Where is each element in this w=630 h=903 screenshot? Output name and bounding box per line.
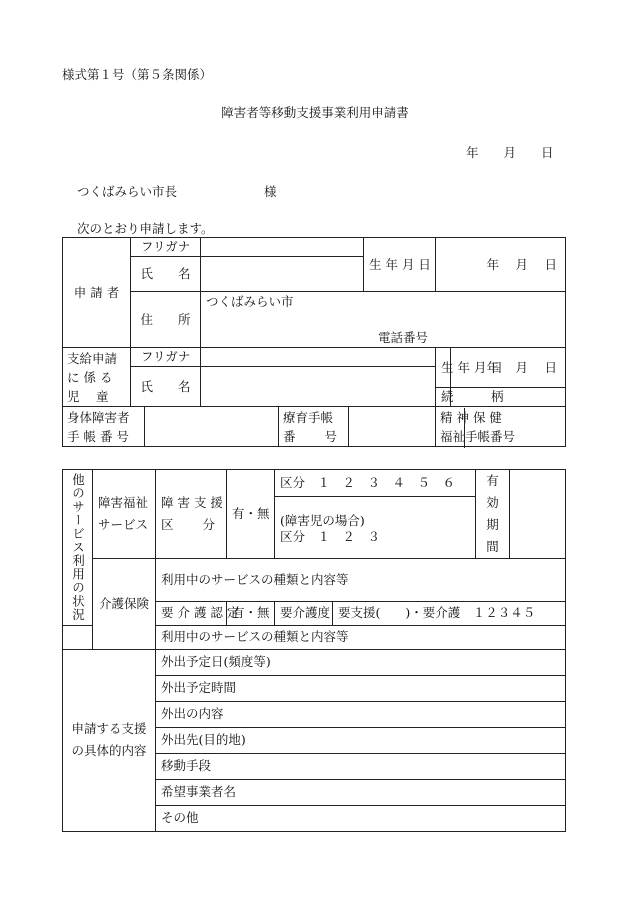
child-relation-label: 続 柄 bbox=[436, 388, 451, 407]
validity-line-3: 期 bbox=[486, 517, 499, 532]
requested-support-item[interactable]: 外出先(目的地) bbox=[156, 727, 566, 753]
care-certification-yes-no[interactable]: 有・無 bbox=[227, 601, 275, 625]
applicant-birthdate-value[interactable]: 年 月 日 bbox=[436, 238, 566, 292]
applicant-name-label: 氏 名 bbox=[131, 257, 201, 292]
welfare-label-line-2: サービス bbox=[98, 517, 149, 532]
child-label-line-2: に 係 る bbox=[67, 369, 113, 385]
applicant-phone-label[interactable]: 電話番号 bbox=[201, 330, 566, 348]
welfare-service-label bbox=[93, 470, 156, 559]
ryoiku-cert-line-2: 番 号 bbox=[283, 428, 337, 444]
child-birthdate-value[interactable]: 年 月 日 bbox=[451, 348, 566, 388]
applicant-furigana-label: フリガナ bbox=[131, 238, 201, 257]
requested-support-line-1: 申請する支援 bbox=[71, 721, 147, 736]
date-field[interactable]: 年 月 日 bbox=[466, 145, 554, 160]
child-name-label: 氏 名 bbox=[131, 367, 201, 407]
physical-cert-line-1: 身体障害者 bbox=[67, 409, 130, 425]
child-label-line-1: 支給申請 bbox=[67, 350, 118, 366]
other-services-label-bottom bbox=[63, 625, 93, 649]
physical-cert-label bbox=[63, 407, 145, 447]
child-furigana-label: フリガナ bbox=[131, 348, 201, 367]
requested-support-item[interactable]: 外出予定日(頻度等) bbox=[156, 649, 566, 675]
care-insurance-label: 介護保険 bbox=[93, 559, 156, 650]
child-label-line-3: 児 童 bbox=[67, 388, 109, 404]
support-class-yes-no[interactable]: 有・無 bbox=[227, 470, 275, 559]
support-class-adult[interactable]: 区分 １ ２ ３ ４ ５ ６ bbox=[275, 470, 476, 497]
care-certification-label: 要 介 護 認 定 bbox=[156, 601, 227, 625]
requested-support-label bbox=[63, 649, 156, 831]
child-name-input[interactable] bbox=[201, 367, 436, 407]
other-services-label: 他のサービス利用の状況 bbox=[63, 470, 93, 626]
support-class-child[interactable]: 区分 １ ２ ３ bbox=[275, 529, 476, 559]
support-class-label bbox=[156, 470, 227, 559]
applicant-section-label: 申 請 者 bbox=[63, 238, 131, 348]
mental-cert-line-1: 精 神 保 健 bbox=[440, 409, 502, 425]
mental-cert-line-2: 福祉手帳番号 bbox=[440, 428, 516, 444]
form-number: 様式第１号（第５条関係） bbox=[62, 67, 213, 82]
care-level-values[interactable]: 要支援( )・要介護 １２３４５ bbox=[333, 601, 566, 625]
applicant-address-label: 住 所 bbox=[131, 292, 201, 348]
requested-support-item[interactable]: 外出予定時間 bbox=[156, 675, 566, 701]
form-title: 障害者等移動支援事業利用申請書 bbox=[221, 105, 409, 120]
services-in-use-label[interactable]: 利用中のサービスの種類と内容等 bbox=[156, 559, 566, 602]
validity-input[interactable] bbox=[510, 470, 566, 559]
child-furigana-input[interactable] bbox=[201, 348, 436, 367]
care-level-label: 要介護度 bbox=[275, 601, 333, 625]
validity-line-4: 間 bbox=[486, 539, 499, 554]
validity-label bbox=[476, 470, 510, 559]
applicant-address-value[interactable]: つくばみらい市 bbox=[201, 292, 566, 330]
requested-support-item[interactable]: その他 bbox=[156, 805, 566, 831]
support-class-line-2: 区 分 bbox=[161, 517, 215, 532]
physical-cert-input[interactable] bbox=[145, 407, 279, 447]
child-birthdate-label: 生 年 月 日 bbox=[436, 348, 451, 388]
honorific: 様 bbox=[264, 184, 277, 199]
child-case-label: (障害児の場合) bbox=[275, 497, 476, 529]
child-section-label bbox=[63, 348, 131, 407]
applicant-name-input[interactable] bbox=[201, 257, 364, 292]
requested-support-item[interactable]: 移動手段 bbox=[156, 753, 566, 779]
validity-line-1: 有 bbox=[486, 473, 499, 488]
physical-cert-line-2: 手 帳 番 号 bbox=[67, 428, 129, 444]
applicant-birthdate-label: 生 年 月 日 bbox=[364, 238, 436, 292]
care-services-in-use-label[interactable]: 利用中のサービスの種類と内容等 bbox=[156, 625, 566, 649]
addressee: つくばみらい市長 bbox=[77, 184, 178, 199]
requested-support-item[interactable]: 希望事業者名 bbox=[156, 779, 566, 805]
ryoiku-cert-label bbox=[279, 407, 349, 447]
support-class-line-1: 障 害 支 援 bbox=[161, 495, 223, 510]
requested-support-line-2: の具体的内容 bbox=[71, 743, 147, 758]
requested-support-item[interactable]: 外出の内容 bbox=[156, 701, 566, 727]
services-table bbox=[62, 469, 566, 832]
mental-cert-input[interactable] bbox=[464, 408, 565, 448]
ryoiku-cert-line-1: 療育手帳 bbox=[283, 409, 334, 425]
intro-text: 次のとおり申請します。 bbox=[77, 221, 214, 236]
applicant-furigana-input[interactable] bbox=[201, 238, 364, 257]
welfare-label-line-1: 障害福祉 bbox=[98, 495, 149, 510]
ryoiku-cert-input[interactable] bbox=[349, 407, 436, 447]
validity-line-2: 効 bbox=[486, 495, 499, 510]
